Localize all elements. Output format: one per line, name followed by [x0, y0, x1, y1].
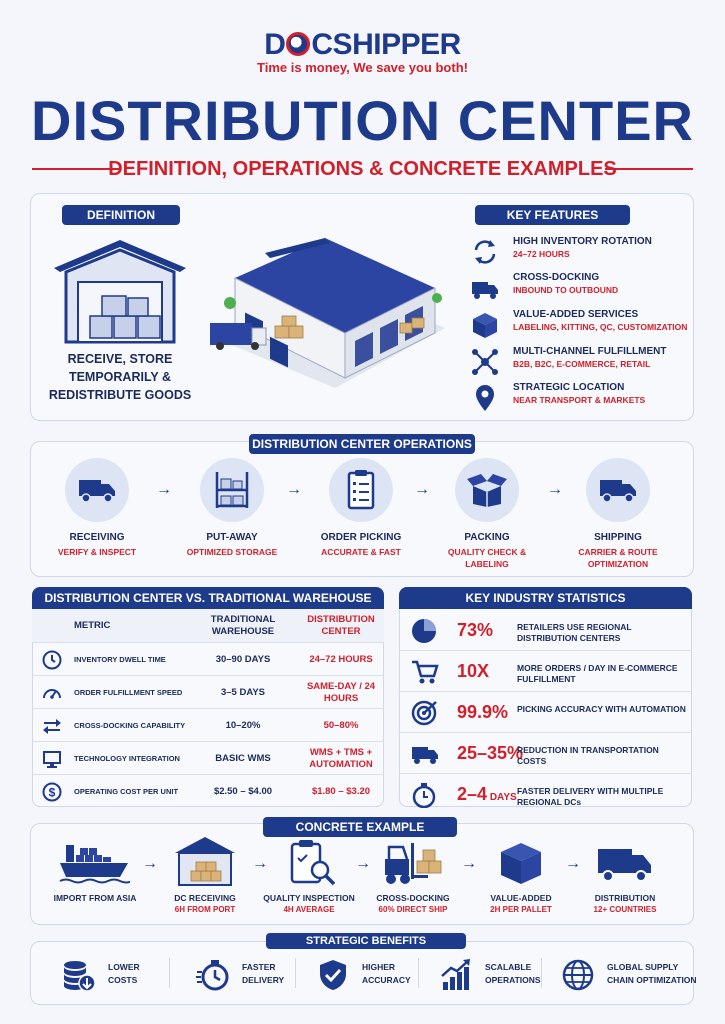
operation-step: PACKING QUALITY CHECK & LABELING: [432, 458, 542, 570]
operation-step: PUT-AWAY OPTIMIZED STORAGE: [177, 458, 287, 558]
table-row: CROSS-DOCKING CAPABILITY 10–20% 50–80%: [32, 709, 384, 742]
statistic-item: 25–35% REDUCTION IN TRANSPORTATION COSTS: [399, 733, 692, 774]
arrow-right-icon: →: [414, 481, 430, 498]
clock-icon: [42, 650, 62, 670]
statistics-title: KEY INDUSTRY STATISTICS: [399, 587, 692, 609]
shelving-icon: [214, 470, 250, 510]
example-step: IMPORT FROM ASIA: [53, 893, 137, 903]
stopwatch-icon: [411, 782, 439, 808]
coins-down-icon: [62, 958, 96, 992]
clipboard-icon: [347, 468, 375, 510]
clipboard-search-icon: [288, 838, 338, 888]
column-header-traditional: TRADITIONAL WAREHOUSE: [210, 613, 276, 637]
arrow-right-icon: →: [252, 855, 268, 872]
table-row: INVENTORY DWELL TIME 30–90 DAYS 24–72 HOURS: [32, 643, 384, 676]
feature-item: MULTI-CHANNEL FULFILLMENT B2B, B2C, E-COMMERCE, RETAIL: [470, 346, 700, 380]
target-icon: [411, 700, 439, 726]
divider: [541, 958, 542, 988]
warehouse-icon: [52, 238, 188, 344]
location-pin-icon: [470, 384, 500, 412]
operation-step: SHIPPING CARRIER & ROUTE OPTIMIZATION: [563, 458, 673, 570]
statistic-item: 10X MORE ORDERS / DAY IN E-COMMERCE FULFILLMENT: [399, 651, 692, 692]
comparison-title: DISTRIBUTION CENTER VS. TRADITIONAL WAREHOUSE: [32, 587, 384, 609]
operation-step: ORDER PICKING ACCURATE & FAST: [306, 458, 416, 558]
key-features-label: KEY FEATURES: [475, 205, 630, 225]
benefits-label: STRATEGIC BENEFITS: [266, 933, 466, 949]
table-row: $ OPERATING COST PER UNIT $2.50 – $4.00 $1.80 – $3.20: [32, 775, 384, 808]
statistic-item: 99.9% PICKING ACCURACY WITH AUTOMATION: [399, 692, 692, 733]
stopwatch-icon: [196, 958, 230, 992]
table-row: TECHNOLOGY INTEGRATION BASIC WMS WMS + TMS + AUTOMATION: [32, 742, 384, 775]
example-step: QUALITY INSPECTION 4H AVERAGE: [263, 893, 355, 914]
truck-icon: [598, 476, 638, 504]
globe-icon: [561, 958, 595, 992]
rotation-icon: [470, 238, 500, 266]
feature-item: STRATEGIC LOCATION NEAR TRANSPORT & MARKETS: [470, 382, 700, 416]
speedometer-icon: [42, 683, 62, 703]
distribution-center-illustration: [205, 218, 450, 396]
truck-icon: [411, 741, 439, 767]
example-step: DC RECEIVING 6H FROM PORT: [174, 893, 236, 914]
box-icon: [498, 840, 544, 886]
definition-text: RECEIVE, STORE TEMPORARILY & REDISTRIBUTE GOODS: [48, 352, 192, 402]
table-header-row: [32, 609, 384, 643]
arrow-right-icon: →: [286, 481, 302, 498]
tagline: Time is money, We save you both!: [257, 60, 468, 75]
feature-item: VALUE-ADDED SERVICES LABELING, KITTING, QC, CUSTOMIZATION: [470, 309, 700, 343]
operation-step: RECEIVING VERIFY & INSPECT: [42, 458, 152, 558]
example-step: DISTRIBUTION 12+ COUNTRIES: [593, 893, 657, 914]
growth-chart-icon: [439, 958, 473, 992]
statistic-item: 73% RETAILERS USE REGIONAL DISTRIBUTION CENTERS: [399, 610, 692, 651]
box-icon: [470, 311, 500, 339]
network-icon: [470, 348, 500, 376]
svg-text:$: $: [48, 785, 56, 800]
dollar-icon: [42, 782, 62, 802]
statistic-item: 2–4 DAYS FASTER DELIVERY WITH MULTIPLE REGIONAL DCs: [399, 774, 692, 815]
truck-icon: [77, 476, 117, 504]
feature-item: CROSS-DOCKING INBOUND TO OUTBOUND: [470, 272, 700, 306]
arrow-right-icon: →: [565, 855, 581, 872]
cargo-ship-icon: [58, 843, 130, 885]
truck-icon: [596, 845, 654, 885]
arrow-right-icon: →: [142, 855, 158, 872]
divider: [295, 958, 296, 988]
docshipper-logo: D CSHIPPER: [264, 28, 461, 61]
column-header-dc: DISTRIBUTION CENTER: [307, 614, 375, 637]
example-label: CONCRETE EXAMPLE: [263, 817, 457, 837]
divider: [418, 958, 419, 988]
example-step: VALUE-ADDED 2H PER PALLET: [490, 893, 552, 914]
warehouse-icon: [173, 835, 237, 887]
arrow-right-icon: →: [547, 481, 563, 498]
arrow-right-icon: →: [355, 855, 371, 872]
forklift-icon: [381, 841, 443, 887]
monitor-icon: [42, 749, 62, 769]
truck-icon: [470, 274, 500, 302]
divider: [169, 958, 170, 988]
page-subtitle: DEFINITION, OPERATIONS & CONCRETE EXAMPLES: [108, 158, 617, 180]
open-box-icon: [465, 472, 509, 508]
operations-label: DISTRIBUTION CENTER OPERATIONS: [249, 434, 475, 454]
column-header-metric: METRIC: [74, 620, 111, 631]
cart-icon: [411, 659, 439, 685]
feature-item: HIGH INVENTORY ROTATION 24–72 HOURS: [470, 236, 700, 270]
table-row: ORDER FULFILLMENT SPEED 3–5 DAYS SAME-DAY / 24 HOURS: [32, 676, 384, 709]
globe-logo-icon: [286, 32, 310, 56]
pie-chart-icon: [411, 618, 439, 644]
arrow-right-icon: →: [461, 855, 477, 872]
example-step: CROSS-DOCKING 60% DIRECT SHIP: [376, 893, 450, 914]
shield-check-icon: [316, 958, 350, 992]
definition-label: DEFINITION: [62, 205, 180, 225]
arrow-right-icon: →: [156, 481, 172, 498]
swap-arrows-icon: [42, 716, 62, 736]
page-title: DISTRIBUTION CENTER: [31, 89, 694, 152]
